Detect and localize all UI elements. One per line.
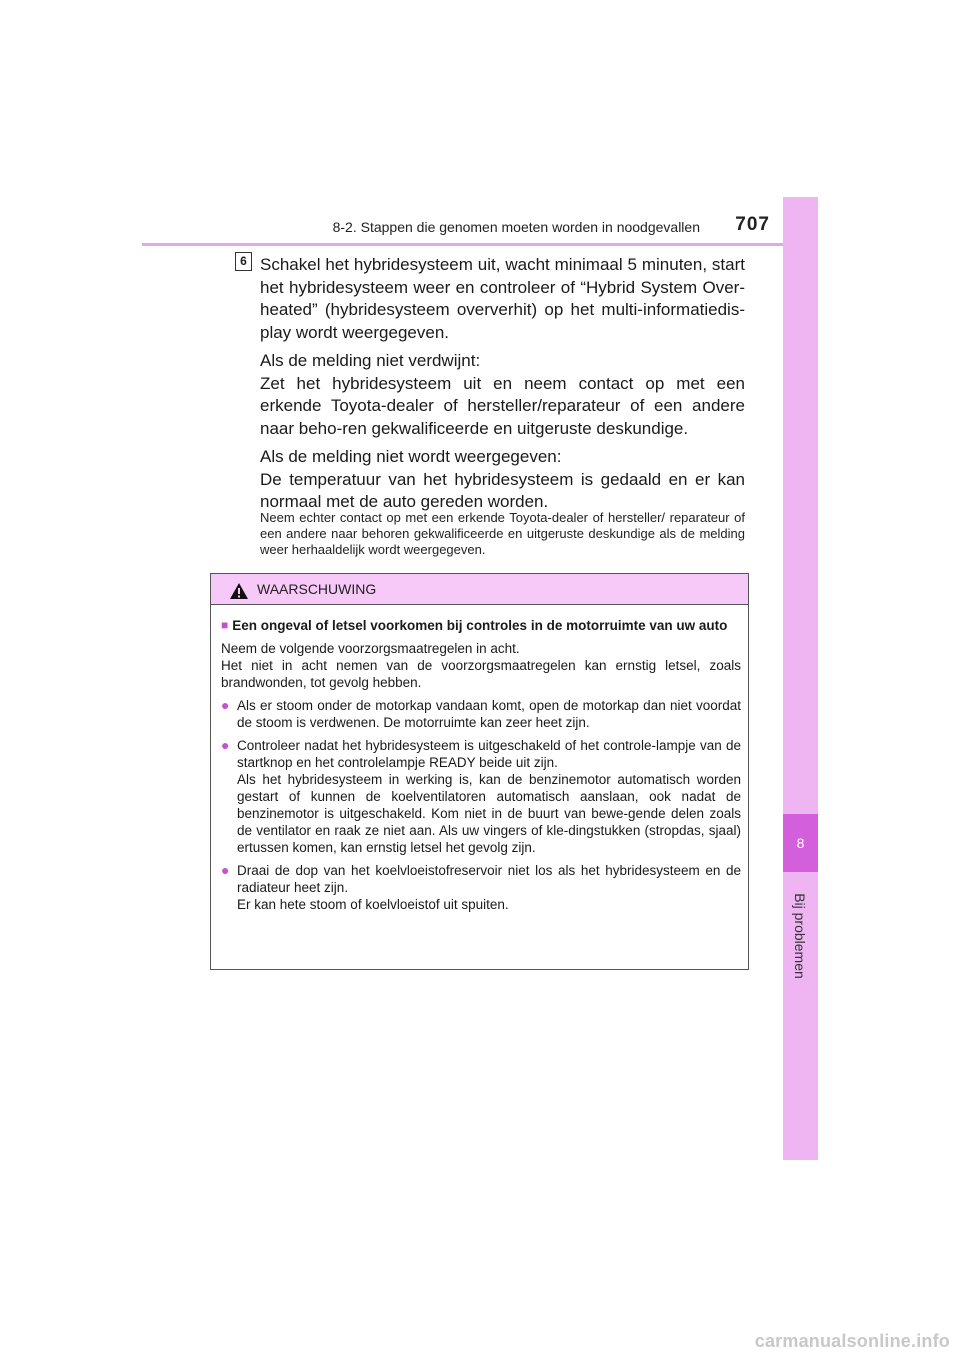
step-condition: Als de melding niet wordt weergegeven: xyxy=(260,447,562,466)
warning-intro xyxy=(221,640,741,691)
step-note: Neem echter contact op met een erkende Toyota-dealer of hersteller/ reparateur of een andere naar behoren gekwalificeerde en uitgeruste deskundige als de melding weer herhaaldelijk wordt weergegeven. xyxy=(260,510,745,557)
step-condition: Als de melding niet verdwijnt: xyxy=(260,351,481,370)
warning-bullet-text xyxy=(237,737,741,856)
step-action: De temperatuur van het hybridesysteem is gedaald en er kan normaal met de auto gereden worden. xyxy=(260,469,745,511)
warning-label: WAARSCHUWING xyxy=(257,581,377,597)
running-header: 8-2. Stappen die genomen moeten worden in noodgevallen xyxy=(332,219,700,235)
step-number-badge: 6 xyxy=(235,252,252,271)
warning-bullet-line: Er kan hete stoom of koelvloeistof uit spuiten. xyxy=(237,897,509,912)
warning-content xyxy=(211,605,748,913)
warning-box xyxy=(210,573,749,970)
warning-triangle-icon xyxy=(229,582,249,600)
warning-bullet xyxy=(221,697,741,731)
square-bullet-icon: ■ xyxy=(221,618,229,632)
warning-bullet-line: Als het hybridesysteem in werking is, kan de benzinemotor automatisch worden gestart of kunnen de koelventilatoren automatisch aanslaan, ook nadat de benzinemotor is uitgeschakeld. Kom niet in de buurt van bewe-gende delen zoals de ventilator en raak ze niet aan. Als uw vingers of kle-dingstukken (stropdas, sjaal) ertussen komen, kan ernstig letsel het gevolg zijn. xyxy=(237,772,741,855)
watermark: carmanualsonline.info xyxy=(754,1331,950,1351)
header-divider xyxy=(142,243,818,246)
chapter-number-badge: 8 xyxy=(783,814,818,872)
warning-intro-line: Het niet in acht nemen van de voorzorgsmaatregelen kan ernstig letsel, zoals brandwonden, tot gevolg hebben. xyxy=(221,658,741,690)
warning-intro-line: Neem de volgende voorzorgsmaatregelen in acht. xyxy=(221,641,520,656)
warning-bullet-text xyxy=(237,697,741,731)
step-paragraph-group xyxy=(260,350,745,440)
warning-bullet xyxy=(221,862,741,913)
circle-bullet-icon: ● xyxy=(221,697,230,713)
circle-bullet-icon: ● xyxy=(221,862,230,878)
step-instructions xyxy=(260,254,745,520)
warning-bullet-line: Controleer nadat het hybridesysteem is uitgeschakeld of het controle-lampje van de startknop en het controlelampje READY beide uit zijn. xyxy=(237,738,741,770)
side-tab xyxy=(783,197,818,1160)
step-paragraph: Schakel het hybridesysteem uit, wacht minimaal 5 minuten, start het hybridesysteem weer en controleer of “Hybrid System Over-heated” (hybridesysteem oververhit) op het multi-informatiedis-play wordt weergegeven. xyxy=(260,255,745,342)
circle-bullet-icon: ● xyxy=(221,737,230,753)
page-number: 707 xyxy=(735,214,770,235)
warning-bullet xyxy=(221,737,741,856)
step-action: Zet het hybridesysteem uit en neem contact op met een erkende Toyota-dealer of hersteller/reparateur of een andere naar beho-ren gekwalificeerde en uitgeruste deskundige. xyxy=(260,373,745,438)
warning-bullet-text xyxy=(237,862,741,913)
chapter-title: Bij problemen xyxy=(792,893,808,979)
warning-heading-text: Een ongeval of letsel voorkomen bij controles in de motorruimte van uw auto xyxy=(232,618,728,633)
warning-bullet-line: Als er stoom onder de motorkap vandaan komt, open de motorkap dan niet voordat de stoom is verdwenen. De motorruimte kan zeer heet zijn. xyxy=(237,698,741,730)
warning-heading xyxy=(221,617,741,634)
step-paragraph-group xyxy=(260,446,745,514)
warning-bullet-line: Draai de dop van het koelvloeistofreservoir niet los als het hybridesysteem en de radiateur heet zijn. xyxy=(237,863,741,895)
warning-header xyxy=(211,574,748,605)
